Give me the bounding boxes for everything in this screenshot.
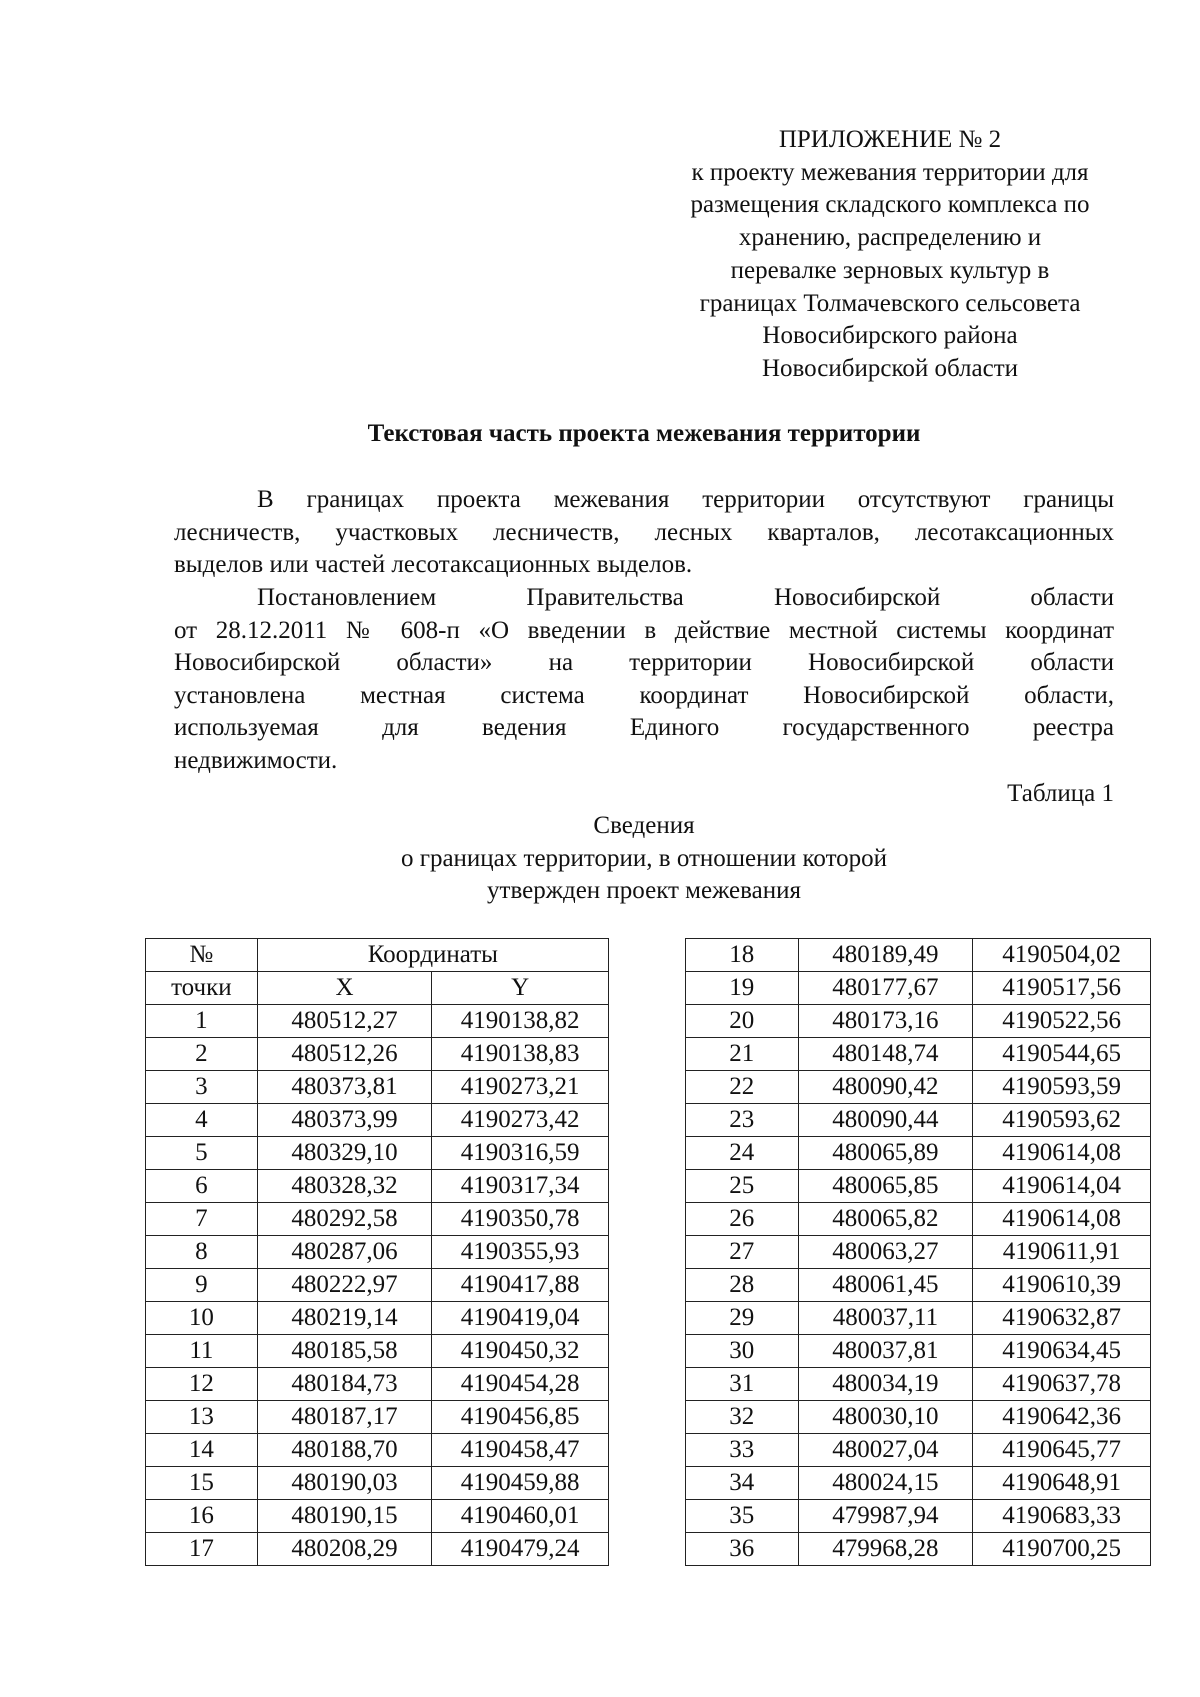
coordinates-table-left-body	[146, 939, 609, 1566]
x-coordinate-cell: 480063,27	[798, 1236, 973, 1269]
point-number-cell: 20	[686, 1005, 799, 1038]
x-coordinate-cell: 480037,11	[798, 1302, 973, 1335]
table-row	[686, 1368, 1151, 1401]
x-coordinate-cell: 479968,28	[798, 1533, 973, 1566]
appendix-line: размещения складского комплекса по	[690, 191, 1090, 219]
x-coordinate-cell: 480189,49	[798, 939, 973, 972]
table-row	[146, 1071, 609, 1104]
table-row	[686, 1071, 1151, 1104]
point-number-cell: 12	[146, 1368, 258, 1401]
appendix-line: Новосибирского района	[762, 322, 1018, 350]
point-number-cell: 23	[686, 1104, 799, 1137]
document-title: Текстовая часть проекта межевания территории	[367, 420, 921, 447]
y-coordinate-cell: 4190419,04	[432, 1302, 609, 1335]
point-number-cell: 16	[146, 1500, 258, 1533]
point-number-cell: 2	[146, 1038, 258, 1071]
table-row	[146, 1500, 609, 1533]
point-number-cell: 32	[686, 1401, 799, 1434]
y-coordinate-cell: 4190417,88	[432, 1269, 609, 1302]
y-coordinate-cell: 4190683,33	[973, 1500, 1151, 1533]
caption-line: утвержден проект межевания	[487, 877, 801, 904]
appendix-line: ПРИЛОЖЕНИЕ № 2	[778, 126, 1002, 153]
x-coordinate-cell: 480190,15	[257, 1500, 432, 1533]
point-number-cell: 18	[686, 939, 799, 972]
y-coordinate-cell: 4190517,56	[973, 972, 1151, 1005]
x-coordinate-cell: 480027,04	[798, 1434, 973, 1467]
point-number-cell: 36	[686, 1533, 799, 1566]
appendix-line: к проекту межевания территории для	[691, 158, 1089, 186]
coordinates-table-right	[685, 938, 1151, 1566]
table-row	[686, 1500, 1151, 1533]
x-coordinate-cell: 480065,85	[798, 1170, 973, 1203]
table-caption	[174, 810, 1114, 908]
point-number-cell: 28	[686, 1269, 799, 1302]
table-row	[686, 1203, 1151, 1236]
appendix-line: перевалке зерновых культур в	[730, 256, 1050, 284]
point-number-cell: 11	[146, 1335, 258, 1368]
y-coordinate-cell: 4190316,59	[432, 1137, 609, 1170]
point-number-cell: 7	[146, 1203, 258, 1236]
table-row	[146, 1533, 609, 1566]
y-coordinate-cell: 4190450,32	[432, 1335, 609, 1368]
y-coordinate-cell: 4190637,78	[973, 1368, 1151, 1401]
y-coordinate-cell: 4190460,01	[432, 1500, 609, 1533]
paragraph-line: выделов или частей лесотаксационных выделов.	[174, 551, 693, 579]
paragraph-line: Постановлением Правительства Новосибирской области	[257, 584, 1114, 611]
x-coordinate-cell: 480061,45	[798, 1269, 973, 1302]
table-row	[686, 1038, 1151, 1071]
point-number-cell: 24	[686, 1137, 799, 1170]
point-number-cell: 27	[686, 1236, 799, 1269]
caption-line: о границах территории, в отношении которой	[400, 844, 888, 872]
y-coordinate-cell: 4190700,25	[973, 1533, 1151, 1566]
x-coordinate-cell: 480177,67	[798, 972, 973, 1005]
caption-line: Сведения	[593, 812, 695, 839]
x-coordinate-cell: 480222,97	[257, 1269, 432, 1302]
x-coordinate-cell: 480024,15	[798, 1467, 973, 1500]
table-header-row	[146, 972, 609, 1005]
y-coordinate-cell: 4190504,02	[973, 939, 1151, 972]
paragraph-line: лесничеств, участковых лесничеств, лесных кварталов, лесотаксационных	[174, 518, 1114, 546]
table-row	[146, 1302, 609, 1335]
paragraph-forestry	[174, 484, 1114, 582]
table-row	[686, 1137, 1151, 1170]
y-coordinate-cell: 4190522,56	[973, 1005, 1151, 1038]
x-coordinate-cell: 480512,26	[257, 1038, 432, 1071]
point-number-cell: 8	[146, 1236, 258, 1269]
table-row	[686, 1005, 1151, 1038]
x-coordinate-cell: 480512,27	[257, 1005, 432, 1038]
point-number-cell: 13	[146, 1401, 258, 1434]
table-row	[146, 1005, 609, 1038]
point-number-cell: 22	[686, 1071, 799, 1104]
table-row	[686, 1269, 1151, 1302]
point-number-cell: 10	[146, 1302, 258, 1335]
y-coordinate-cell: 4190138,83	[432, 1038, 609, 1071]
paragraph-line: установлена местная система координат Новосибирской области,	[174, 681, 1114, 709]
point-number-cell: 1	[146, 1005, 258, 1038]
coordinates-table-left	[145, 938, 609, 1566]
header-point-number: №	[146, 939, 258, 972]
x-coordinate-cell: 480208,29	[257, 1533, 432, 1566]
y-coordinate-cell: 4190350,78	[432, 1203, 609, 1236]
table-row	[686, 939, 1151, 972]
y-coordinate-cell: 4190614,08	[973, 1203, 1151, 1236]
y-coordinate-cell: 4190648,91	[973, 1467, 1151, 1500]
y-coordinate-cell: 4190614,08	[973, 1137, 1151, 1170]
x-coordinate-cell: 479987,94	[798, 1500, 973, 1533]
x-coordinate-cell: 480065,89	[798, 1137, 973, 1170]
point-number-cell: 31	[686, 1368, 799, 1401]
table-row	[146, 1137, 609, 1170]
x-coordinate-cell: 480188,70	[257, 1434, 432, 1467]
y-coordinate-cell: 4190458,47	[432, 1434, 609, 1467]
x-coordinate-cell: 480329,10	[257, 1137, 432, 1170]
table-row	[686, 1533, 1151, 1566]
point-number-cell: 14	[146, 1434, 258, 1467]
table-row	[146, 1236, 609, 1269]
point-number-cell: 3	[146, 1071, 258, 1104]
x-coordinate-cell: 480037,81	[798, 1335, 973, 1368]
header-x: X	[257, 972, 432, 1005]
y-coordinate-cell: 4190634,45	[973, 1335, 1151, 1368]
point-number-cell: 33	[686, 1434, 799, 1467]
x-coordinate-cell: 480185,58	[257, 1335, 432, 1368]
table-row	[146, 1038, 609, 1071]
y-coordinate-cell: 4190614,04	[973, 1170, 1151, 1203]
table-row	[146, 1269, 609, 1302]
point-number-cell: 29	[686, 1302, 799, 1335]
table-row	[146, 1401, 609, 1434]
point-number-cell: 21	[686, 1038, 799, 1071]
table-row	[686, 1236, 1151, 1269]
x-coordinate-cell: 480148,74	[798, 1038, 973, 1071]
point-number-cell: 17	[146, 1533, 258, 1566]
table-row	[686, 1302, 1151, 1335]
table-row	[146, 1203, 609, 1236]
y-coordinate-cell: 4190610,39	[973, 1269, 1151, 1302]
x-coordinate-cell: 480187,17	[257, 1401, 432, 1434]
y-coordinate-cell: 4190593,59	[973, 1071, 1151, 1104]
point-number-cell: 30	[686, 1335, 799, 1368]
point-number-cell: 15	[146, 1467, 258, 1500]
x-coordinate-cell: 480034,19	[798, 1368, 973, 1401]
y-coordinate-cell: 4190273,21	[432, 1071, 609, 1104]
point-number-cell: 25	[686, 1170, 799, 1203]
x-coordinate-cell: 480184,73	[257, 1368, 432, 1401]
paragraph-line: от 28.12.2011 № 608-п «О введении в действие местной системы координат	[174, 616, 1114, 644]
appendix-line: хранению, распределению и	[738, 224, 1042, 252]
x-coordinate-cell: 480090,44	[798, 1104, 973, 1137]
paragraph-line: Новосибирской области» на территории Новосибирской области	[174, 649, 1114, 677]
paragraph-line: В границах проекта межевания территории отсутствуют границы	[257, 486, 1114, 513]
table-row	[686, 1170, 1151, 1203]
x-coordinate-cell: 480287,06	[257, 1236, 432, 1269]
table-label: Таблица 1	[1007, 780, 1114, 807]
y-coordinate-cell: 4190593,62	[973, 1104, 1151, 1137]
table-row	[686, 972, 1151, 1005]
table-row	[146, 1104, 609, 1137]
paragraph-line: недвижимости.	[174, 746, 338, 774]
point-number-cell: 4	[146, 1104, 258, 1137]
table-row	[146, 1368, 609, 1401]
header-coordinates: Координаты	[257, 939, 608, 972]
y-coordinate-cell: 4190544,65	[973, 1038, 1151, 1071]
x-coordinate-cell: 480090,42	[798, 1071, 973, 1104]
x-coordinate-cell: 480292,58	[257, 1203, 432, 1236]
table-row	[686, 1104, 1151, 1137]
x-coordinate-cell: 480373,81	[257, 1071, 432, 1104]
table-row	[686, 1335, 1151, 1368]
table-row	[146, 1170, 609, 1203]
y-coordinate-cell: 4190456,85	[432, 1401, 609, 1434]
y-coordinate-cell: 4190632,87	[973, 1302, 1151, 1335]
paragraph-line: используемая для ведения Единого государственного реестра	[174, 714, 1114, 742]
table-row	[146, 1434, 609, 1467]
y-coordinate-cell: 4190454,28	[432, 1368, 609, 1401]
appendix-line: границах Толмачевского сельсовета	[699, 289, 1081, 317]
table-row	[146, 1335, 609, 1368]
point-number-cell: 9	[146, 1269, 258, 1302]
header-point-label: точки	[146, 972, 258, 1005]
header-y: Y	[432, 972, 609, 1005]
x-coordinate-cell: 480328,32	[257, 1170, 432, 1203]
appendix-line: Новосибирской области	[761, 354, 1019, 382]
y-coordinate-cell: 4190645,77	[973, 1434, 1151, 1467]
x-coordinate-cell: 480030,10	[798, 1401, 973, 1434]
point-number-cell: 5	[146, 1137, 258, 1170]
y-coordinate-cell: 4190138,82	[432, 1005, 609, 1038]
y-coordinate-cell: 4190459,88	[432, 1467, 609, 1500]
paragraph-coordinate-system	[174, 582, 1114, 778]
y-coordinate-cell: 4190273,42	[432, 1104, 609, 1137]
y-coordinate-cell: 4190642,36	[973, 1401, 1151, 1434]
point-number-cell: 35	[686, 1500, 799, 1533]
point-number-cell: 19	[686, 972, 799, 1005]
y-coordinate-cell: 4190611,91	[973, 1236, 1151, 1269]
x-coordinate-cell: 480173,16	[798, 1005, 973, 1038]
y-coordinate-cell: 4190317,34	[432, 1170, 609, 1203]
point-number-cell: 34	[686, 1467, 799, 1500]
x-coordinate-cell: 480065,82	[798, 1203, 973, 1236]
table-header-row	[146, 939, 609, 972]
table-row	[686, 1467, 1151, 1500]
table-row	[686, 1401, 1151, 1434]
x-coordinate-cell: 480373,99	[257, 1104, 432, 1137]
y-coordinate-cell: 4190479,24	[432, 1533, 609, 1566]
point-number-cell: 6	[146, 1170, 258, 1203]
table-row	[146, 1467, 609, 1500]
point-number-cell: 26	[686, 1203, 799, 1236]
appendix-header	[640, 124, 1140, 386]
coordinates-table-right-body	[686, 939, 1151, 1566]
y-coordinate-cell: 4190355,93	[432, 1236, 609, 1269]
x-coordinate-cell: 480190,03	[257, 1467, 432, 1500]
table-row	[686, 1434, 1151, 1467]
x-coordinate-cell: 480219,14	[257, 1302, 432, 1335]
